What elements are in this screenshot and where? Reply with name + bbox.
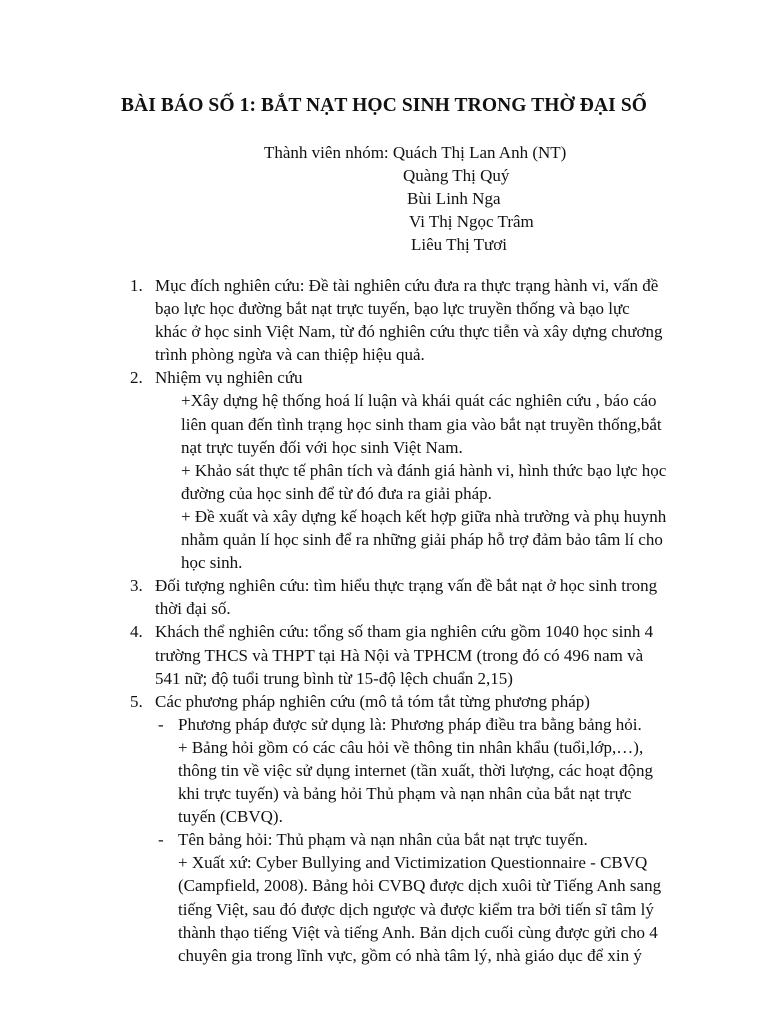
text-line: Tên bảng hỏi: Thủ phạm và nạn nhân của bắt nạt trực tuyến.	[178, 830, 588, 850]
member-heading: Thành viên nhóm: Quách Thị Lan Anh (NT)	[264, 143, 567, 162]
text-line: nhằm quản lí học sinh để ra những giải pháp hỗ trợ đảm bảo tâm lí cho	[181, 530, 663, 550]
item-number: 2.	[130, 368, 143, 388]
text-line: đường của học sinh để từ đó đưa ra giải pháp.	[181, 483, 492, 503]
dash-item	[155, 828, 700, 967]
text-line: khác ở học sinh Việt Nam, từ đó nghiên cứu thực tiễn và xây dựng chương	[155, 322, 663, 342]
item-number: 4.	[130, 622, 143, 642]
text-line: + Đề xuất và xây dựng kế hoạch kết hợp giữa nhà trường và phụ huynh	[181, 506, 667, 526]
dash-item	[155, 713, 700, 828]
list-item	[0, 274, 700, 366]
text-line: tuyến (CBVQ).	[178, 807, 283, 827]
text-line: khi trực tuyến) và bảng hỏi Thủ phạm và nạn nhân của bắt nạt trực	[178, 784, 632, 804]
text-line: thành thạo tiếng Việt và tiếng Anh. Bản dịch cuối cùng được gửi cho 4	[178, 922, 658, 942]
item-text	[155, 690, 700, 713]
dash-bullet: -	[158, 714, 164, 734]
text-line: Nhiệm vụ nghiên cứu	[155, 368, 303, 388]
text-line: trình phòng ngừa và can thiệp hiệu quả.	[155, 345, 425, 365]
text-line: chuyên gia trong lĩnh vực, gồm có nhà tâm lý, nhà giáo dục để xin ý	[178, 945, 642, 965]
sub-paragraph	[155, 389, 700, 458]
list-item	[0, 574, 700, 620]
text-line: thời đại số.	[155, 599, 231, 619]
item-text	[155, 574, 700, 620]
item-number: 1.	[130, 276, 143, 295]
text-line: trường THCS và THPT tại Hà Nội và TPHCM (trong đó có 496 nam và	[155, 645, 644, 665]
member-name: Vi Thị Ngọc Trâm	[409, 212, 534, 231]
numbered-list	[0, 274, 768, 967]
text-line: + Khảo sát thực tế phân tích và đánh giá hành vi, hình thức bạo lực học	[181, 460, 667, 480]
text-line: Mục đích nghiên cứu: Đề tài nghiên cứu đưa ra thực trạng hành vi, vấn đề	[155, 276, 659, 295]
item-number: 5.	[130, 691, 143, 711]
item-number: 3.	[130, 576, 143, 596]
text-line: Các phương pháp nghiên cứu (mô tả tóm tắt từng phương pháp)	[155, 691, 590, 711]
text-line: nạt trực tuyến đối với học sinh Việt Nam.	[181, 437, 463, 457]
text-line: thông tin về việc sử dụng internet (tần xuất, thời lượng, các hoạt động	[178, 760, 653, 780]
text-line: + Xuất xứ: Cyber Bullying and Victimization Questionnaire - CBVQ	[178, 853, 648, 873]
text-line: tiếng Việt, sau đó được dịch ngược và được kiểm tra bởi tiến sĩ tâm lý	[178, 899, 654, 919]
member-name: Bùi Linh Nga	[407, 189, 501, 208]
text-line: liên quan đến tình trạng học sinh tham gia vào bắt nạt truyền thống,bắt	[181, 414, 662, 434]
list-item	[0, 690, 700, 967]
member-name: Quàng Thị Quý	[403, 166, 510, 185]
text-line: Phương pháp được sử dụng là: Phương pháp điều tra bằng bảng hỏi.	[178, 714, 642, 734]
text-line: Đối tượng nghiên cứu: tìm hiểu thực trạng vấn đề bắt nạt ở học sinh trong	[155, 576, 658, 596]
text-line: học sinh.	[181, 553, 243, 573]
item-text	[155, 366, 700, 389]
text-line: 541 nữ; độ tuổi trung bình từ 15-độ lệch chuẩn 2,15)	[155, 668, 513, 688]
text-line: bạo lực học đường bắt nạt trực tuyến, bạo lực truyền thống và bạo lực	[155, 299, 630, 319]
text-line: + Bảng hỏi gồm có các câu hỏi về thông tin nhân khẩu (tuổi,lớp,…),	[178, 737, 644, 757]
member-name: Liêu Thị Tươi	[411, 235, 507, 254]
dash-bullet: -	[158, 830, 164, 850]
text-line: Khách thể nghiên cứu: tổng số tham gia nghiên cứu gồm 1040 học sinh 4	[155, 622, 654, 642]
document-title: BÀI BÁO SỐ 1: BẮT NẠT HỌC SINH TRONG THỜ ĐẠI SỐ	[120, 95, 648, 116]
sub-paragraph	[155, 505, 700, 574]
text-line: +Xây dựng hệ thống hoá lí luận và khái quát các nghiên cứu , báo cáo	[181, 391, 657, 411]
list-item	[0, 366, 700, 574]
item-text	[155, 620, 700, 689]
sub-paragraph	[155, 459, 700, 505]
list-item	[0, 620, 700, 689]
item-text	[155, 274, 700, 366]
text-line: (Campfield, 2008). Bảng hỏi CVBQ được dịch xuôi từ Tiếng Anh sang	[178, 876, 662, 896]
